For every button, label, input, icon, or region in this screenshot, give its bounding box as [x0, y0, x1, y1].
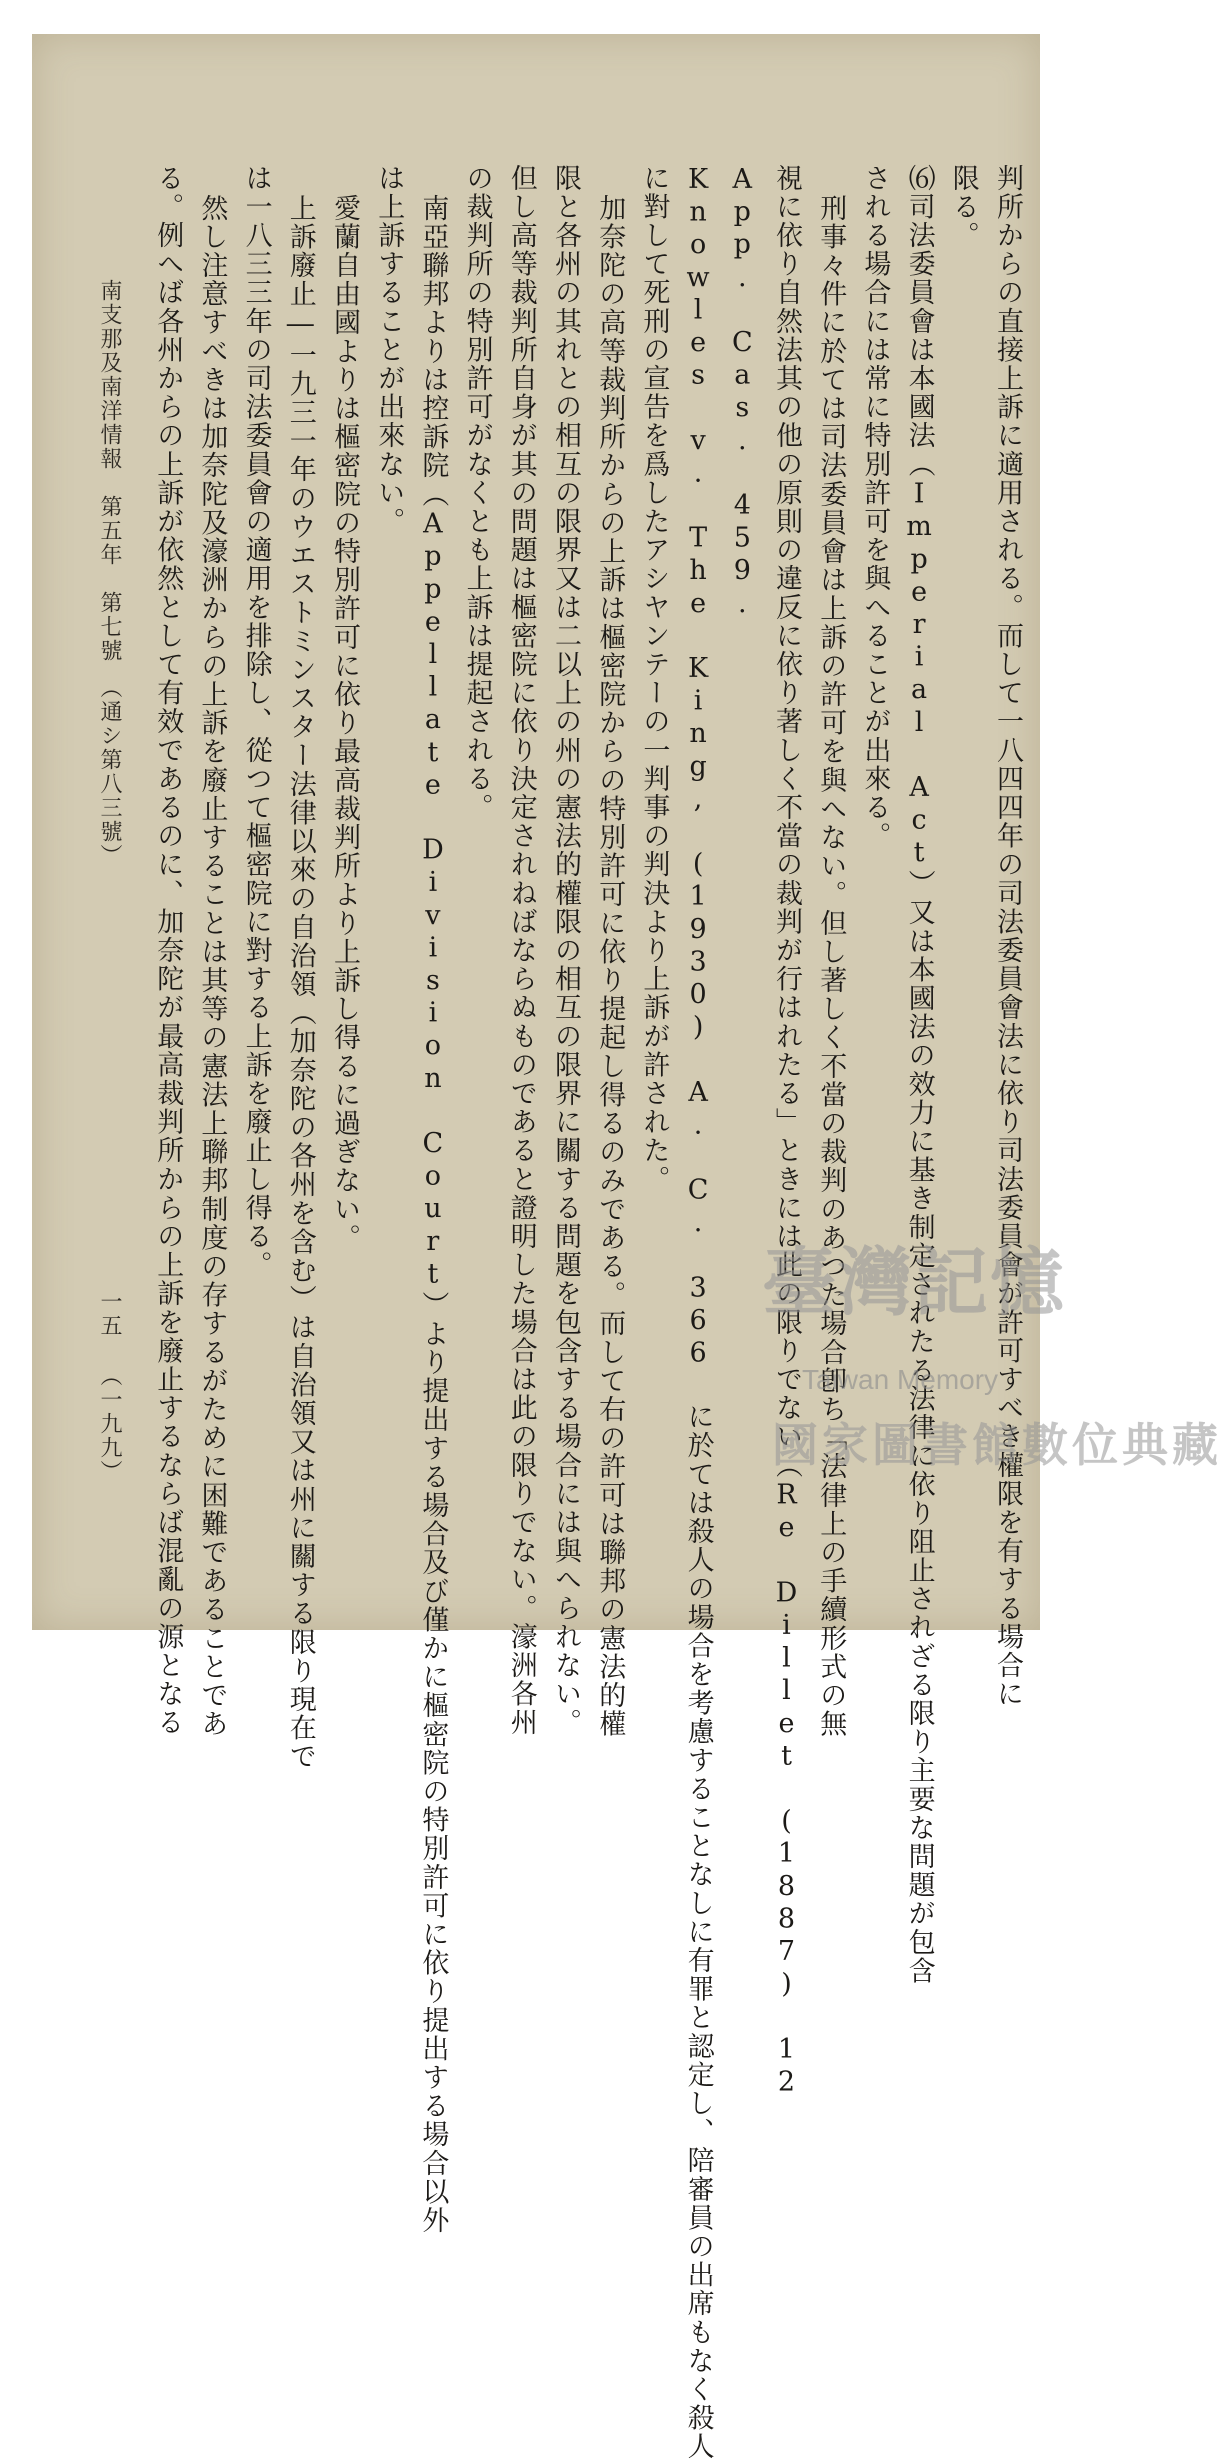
watermark-english: Taiwan Memory: [802, 1364, 999, 1395]
text-column: 南亞聯邦よりは控訴院（Appellate Division Court）より提出する場合及び僅かに樞密院の特別許可に依り提出する場合以外: [417, 194, 449, 2235]
document-page: [32, 34, 1222, 2461]
text-column: 上訴廢止―一九三一年のウエストミンスター法律以來の自治領（加奈陀の各州を含む）は自治領又は州に關する限り現在で: [284, 194, 316, 1771]
text-column: 然し注意すべきは加奈陀及濠洲からの上訴を廢止することは其等の憲法上聯邦制度の存するがために困難であることであ: [196, 194, 228, 1739]
publication-footer: 南支那及南洋情報 第五年 第七號 （通シ第八三號）: [97, 279, 122, 868]
text-column: Knowles v. The King, (1930) A. C. 366 に於ては殺人の場合を考慮することなしに有罪と認定し、陪審員の出席もなく殺人: [682, 164, 714, 2461]
text-column: 限と各州の其れとの相互の限界又は二以上の州の憲法的權限の相互の限界に關する問題を包含する場合には與へられない。: [550, 164, 581, 1737]
text-column: 但し高等裁判所自身が其の問題は樞密院に依り決定されねばならぬものであると證明した場合は此の限りでない。濠洲各州: [505, 164, 537, 1737]
text-column: に對して死刑の宣告を爲したアシヤンテーの一判事の判決より上訴が許された。: [638, 164, 670, 1194]
body-text: [138, 164, 1024, 2461]
text-column: App. Cas. 459.: [726, 164, 758, 621]
text-column: の裁判所の特別許可がなくとも上訴は提起される。: [461, 164, 493, 822]
text-column: 視に依り自然法其の他の原則の違反に依り著しく不當の裁判が行はれたる」ときには此の限りでない（Re Dillet (1887) 12: [771, 164, 802, 2099]
cumulative-page-number: （一九九）: [97, 1364, 122, 1484]
text-column: 刑事々件に於ては司法委員會は上訴の許可を與へない。但し著しく不當の裁判のあつた場合卽ち「法律上の手續形式の無: [815, 194, 847, 1739]
watermark-title: 臺灣記憶: [762, 1240, 1066, 1326]
text-column: ⑹司法委員會は本國法（Imperial Act）又は本國法の效力に基き制定されたる法律に依り阻止されざる限り主要な問題が包含: [903, 164, 935, 1986]
watermark-library: 國家圖書館數位典藏: [772, 1418, 1222, 1472]
text-column: は上訴することが出來ない。: [373, 164, 405, 536]
text-column: される場合には常に特別許可を與へることが出來る。: [859, 164, 891, 851]
text-column: 限る。: [947, 164, 979, 250]
text-column: 加奈陀の高等裁判所からの上訴は樞密院からの特別許可に依り提起し得るのみである。而して右の許可は聯邦の憲法的權: [594, 194, 626, 1739]
text-column: 判所からの直接上訴に適用される。而して一八四四年の司法委員會法に依り司法委員會が許可すべき權限を有する場合に: [992, 164, 1023, 1709]
text-column: は一八三三年の司法委員會の適用を排除し、從つて樞密院に對する上訴を廢止し得る。: [240, 164, 272, 1280]
page-number: 一五: [97, 1290, 122, 1338]
text-column: 愛蘭自由國よりは樞密院の特別許可に依り最高裁判所より上訴し得るに過ぎない。: [329, 194, 360, 1253]
text-column: る。例へば各州からの上訴が依然として有效であるのに、加奈陀が最高裁判所からの上訴を廢止するならば混亂の源となる: [152, 164, 184, 1737]
